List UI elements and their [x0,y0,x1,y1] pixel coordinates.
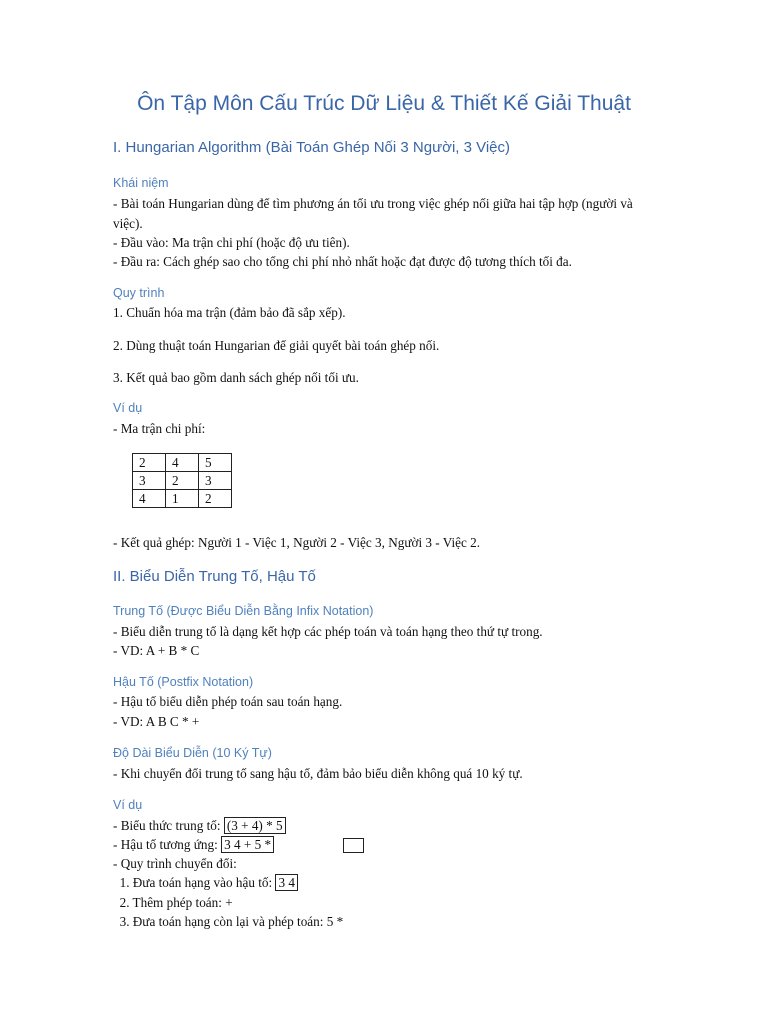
postfix-expression-box: 3 4 + 5 * [221,836,274,853]
matrix-row [133,472,232,490]
matrix-cell: 5 [199,454,232,472]
infix-line-1: - Biểu diễn trung tố là dạng kết hợp các phép toán và toán hạng theo thứ tự trong. [113,624,543,639]
postfix-expression-line [113,835,653,855]
document-title: Ôn Tập Môn Cấu Trúc Dữ Liệu & Thiết Kế Giải Thuật [137,92,631,115]
postfix-line-2: - VD: A B C * + [113,714,200,729]
postfix-expression-label: - Hậu tố tương ứng: [113,837,222,852]
convert-step-2: 2. Thêm phép toán: + [113,895,233,910]
process-step-1: 1. Chuẩn hóa ma trận (đảm bảo đã sắp xếp). [113,305,346,320]
empty-text-box [343,838,364,853]
matching-result: - Kết quả ghép: Người 1 - Việc 1, Người 2 - Việc 3, Người 3 - Việc 2. [113,535,481,550]
concept-line-2: - Đầu vào: Ma trận chi phí (hoặc độ ưu tiên). [113,235,350,250]
infix-expression-line [113,816,653,836]
matrix-cell: 2 [166,472,199,490]
infix-expression-label: - Biểu thức trung tố: [113,818,224,833]
convert-label: - Quy trình chuyển đổi: [113,856,237,871]
section-1-heading: I. Hungarian Algorithm (Bài Toán Ghép Nối 3 Người, 3 Việc) [113,139,511,156]
convert-step-1-box: 3 4 [275,874,297,891]
concept-heading: Khái niệm [113,176,169,190]
infix-line-2: - VD: A + B * C [113,643,200,658]
process-step-2: 2. Dùng thuật toán Hungarian để giải quyết bài toán ghép nối. [113,338,440,353]
process-heading: Quy trình [113,286,165,300]
matrix-cell: 1 [166,490,199,508]
matrix-label: - Ma trận chi phí: [113,421,206,436]
concept-line-1: - Bài toán Hungarian dùng để tìm phương án tối ưu trong việc ghép nối giữa hai tập hợp (người và việc). [113,196,633,231]
postfix-line-1: - Hậu tố biểu diễn phép toán sau toán hạng. [113,694,343,709]
matrix-cell: 4 [133,490,166,508]
infix-heading: Trung Tố (Được Biểu Diễn Bằng Infix Notation) [113,604,374,618]
concept-line-3: - Đầu ra: Cách ghép sao cho tổng chi phí nhỏ nhất hoặc đạt được độ tương thích tối đa. [113,254,572,269]
matrix-cell: 4 [166,454,199,472]
section-2-heading: II. Biểu Diễn Trung Tố, Hậu Tố [113,568,316,585]
process-step-3: 3. Kết quả bao gồm danh sách ghép nối tối ưu. [113,370,359,385]
cost-matrix-table [132,453,232,508]
matrix-cell: 2 [133,454,166,472]
matrix-cell: 3 [133,472,166,490]
example-heading-2: Ví dụ [113,798,143,812]
matrix-cell: 2 [199,490,232,508]
convert-step-1 [113,873,653,893]
example-heading-1: Ví dụ [113,401,143,415]
matrix-row [133,454,232,472]
matrix-row [133,490,232,508]
length-heading: Độ Dài Biểu Diễn (10 Ký Tự) [113,746,272,760]
postfix-heading: Hậu Tố (Postfix Notation) [113,675,254,689]
convert-step-1-label: 1. Đưa toán hạng vào hậu tố: [113,875,276,890]
convert-step-3: 3. Đưa toán hạng còn lại và phép toán: 5 * [113,914,344,929]
matrix-cell: 3 [199,472,232,490]
length-line: - Khi chuyển đổi trung tố sang hậu tố, đảm bảo biểu diễn không quá 10 ký tự. [113,766,523,781]
infix-expression-box: (3 + 4) * 5 [224,817,286,834]
